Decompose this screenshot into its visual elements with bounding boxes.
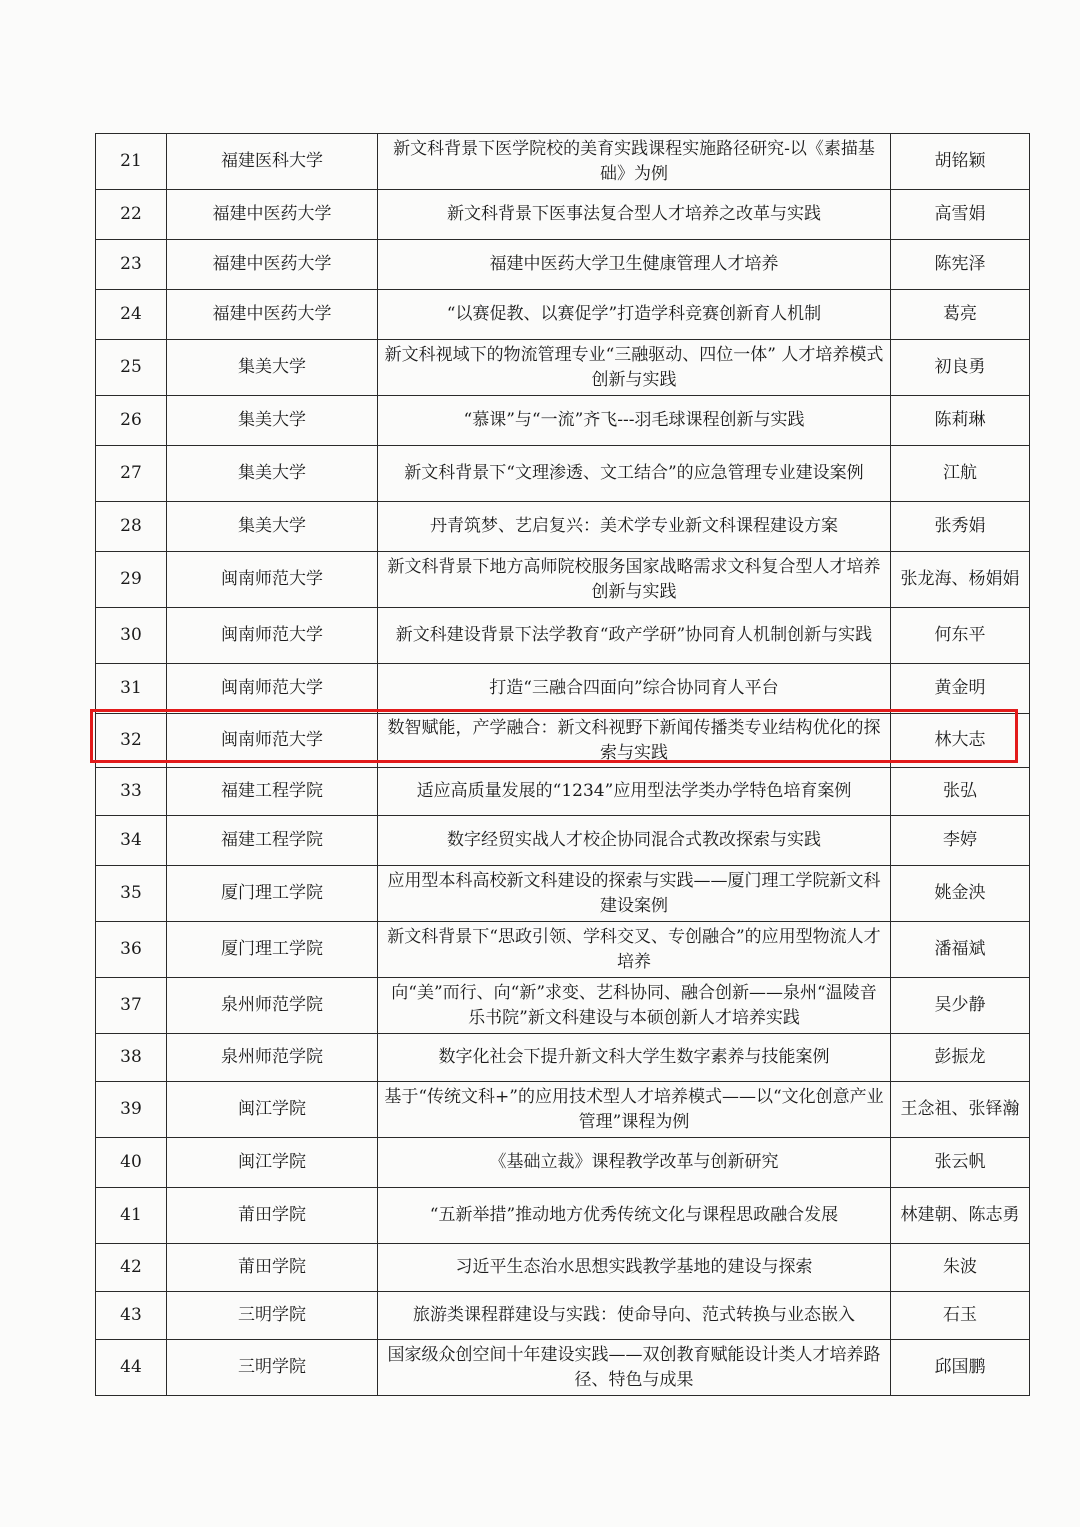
project-title-cell: 基于“传统文科+”的应用技术型人才培养模式——以“文化创意产业管理”课程为例 [378,1082,891,1138]
table-row [96,664,1030,714]
school-cell: 闽江学院 [167,1082,378,1138]
school-cell: 集美大学 [167,340,378,396]
row-number-cell: 25 [96,340,167,396]
table-row [96,240,1030,290]
table-row [96,866,1030,922]
row-number-cell: 23 [96,240,167,290]
project-title-cell: 向“美”而行、向“新”求变、艺科协同、融合创新——泉州“温陵音乐书院”新文科建设与本硕创新人才培养实践 [378,978,891,1034]
project-title-cell: 新文科背景下地方高师院校服务国家战略需求文科复合型人才培养创新与实践 [378,552,891,608]
person-cell: 潘福斌 [891,922,1030,978]
person-cell: 何东平 [891,608,1030,664]
results-table [95,133,1030,1396]
project-title-cell: 新文科背景下“文理渗透、文工结合”的应急管理专业建设案例 [378,446,891,502]
person-cell: 陈宪泽 [891,240,1030,290]
school-cell: 莆田学院 [167,1188,378,1244]
row-number-cell: 37 [96,978,167,1034]
row-number-cell: 31 [96,664,167,714]
project-title-cell: 打造“三融合四面向”综合协同育人平台 [378,664,891,714]
project-title-cell: 福建中医药大学卫生健康管理人才培养 [378,240,891,290]
person-cell: 张云帆 [891,1138,1030,1188]
person-cell: 吴少静 [891,978,1030,1034]
person-cell: 黄金明 [891,664,1030,714]
person-cell: 初良勇 [891,340,1030,396]
school-cell: 福建中医药大学 [167,190,378,240]
table-row [96,446,1030,502]
table-row [96,816,1030,866]
project-title-cell: 数智赋能，产学融合：新文科视野下新闻传播类专业结构优化的探索与实践 [378,714,891,768]
row-number-cell: 26 [96,396,167,446]
project-title-cell: “慕课”与“一流”齐飞---羽毛球课程创新与实践 [378,396,891,446]
school-cell: 莆田学院 [167,1244,378,1292]
school-cell: 福建中医药大学 [167,290,378,340]
row-number-cell: 42 [96,1244,167,1292]
row-number-cell: 30 [96,608,167,664]
table-row [96,190,1030,240]
row-number-cell: 29 [96,552,167,608]
person-cell: 葛亮 [891,290,1030,340]
table-row [96,768,1030,816]
person-cell: 李婷 [891,816,1030,866]
project-title-cell: 新文科建设背景下法学教育“政产学研”协同育人机制创新与实践 [378,608,891,664]
row-number-cell: 44 [96,1340,167,1396]
row-number-cell: 33 [96,768,167,816]
row-number-cell: 22 [96,190,167,240]
table-row [96,340,1030,396]
table-row [96,1244,1030,1292]
row-number-cell: 34 [96,816,167,866]
project-title-cell: 《基础立裁》课程教学改革与创新研究 [378,1138,891,1188]
table-row [96,552,1030,608]
school-cell: 厦门理工学院 [167,922,378,978]
project-title-cell: 新文科背景下医学院校的美育实践课程实施路径研究-以《素描基础》为例 [378,134,891,190]
person-cell: 张秀娟 [891,502,1030,552]
person-cell: 江航 [891,446,1030,502]
project-title-cell: 应用型本科高校新文科建设的探索与实践——厦门理工学院新文科建设案例 [378,866,891,922]
school-cell: 闽南师范大学 [167,552,378,608]
person-cell: 朱波 [891,1244,1030,1292]
person-cell: 林大志 [891,714,1030,768]
project-title-cell: 数字化社会下提升新文科大学生数字素养与技能案例 [378,1034,891,1082]
table-row [96,1034,1030,1082]
table-row [96,922,1030,978]
person-cell: 张弘 [891,768,1030,816]
row-number-cell: 35 [96,866,167,922]
school-cell: 集美大学 [167,502,378,552]
school-cell: 福建医科大学 [167,134,378,190]
project-title-cell: 适应高质量发展的“1234”应用型法学类办学特色培育案例 [378,768,891,816]
table-row [96,1082,1030,1138]
school-cell: 福建工程学院 [167,768,378,816]
project-title-cell: 丹青筑梦、艺启复兴：美术学专业新文科课程建设方案 [378,502,891,552]
person-cell: 胡铭颖 [891,134,1030,190]
person-cell: 邱国鹏 [891,1340,1030,1396]
person-cell: 王念祖、张铎瀚 [891,1082,1030,1138]
school-cell: 福建中医药大学 [167,240,378,290]
school-cell: 集美大学 [167,396,378,446]
school-cell: 闽南师范大学 [167,664,378,714]
project-title-cell: 国家级众创空间十年建设实践——双创教育赋能设计类人才培养路径、特色与成果 [378,1340,891,1396]
row-number-cell: 38 [96,1034,167,1082]
project-title-cell: 新文科背景下“思政引领、学科交叉、专创融合”的应用型物流人才培养 [378,922,891,978]
person-cell: 姚金泱 [891,866,1030,922]
row-number-cell: 43 [96,1292,167,1340]
school-cell: 福建工程学院 [167,816,378,866]
school-cell: 泉州师范学院 [167,1034,378,1082]
school-cell: 厦门理工学院 [167,866,378,922]
row-number-cell: 32 [96,714,167,768]
project-title-cell: 新文科背景下医事法复合型人才培养之改革与实践 [378,190,891,240]
school-cell: 闽南师范大学 [167,714,378,768]
table-row [96,290,1030,340]
row-number-cell: 24 [96,290,167,340]
table-row [96,1292,1030,1340]
school-cell: 闽江学院 [167,1138,378,1188]
table-row [96,978,1030,1034]
table-row [96,1340,1030,1396]
project-title-cell: “以赛促教、以赛促学”打造学科竞赛创新育人机制 [378,290,891,340]
row-number-cell: 27 [96,446,167,502]
school-cell: 集美大学 [167,446,378,502]
table-row [96,502,1030,552]
person-cell: 彭振龙 [891,1034,1030,1082]
table-row [96,608,1030,664]
table-row [96,396,1030,446]
person-cell: 石玉 [891,1292,1030,1340]
school-cell: 闽南师范大学 [167,608,378,664]
row-number-cell: 36 [96,922,167,978]
school-cell: 泉州师范学院 [167,978,378,1034]
table-row [96,134,1030,190]
project-title-cell: 数字经贸实战人才校企协同混合式教改探索与实践 [378,816,891,866]
results-table-body [96,134,1030,1396]
table-row [96,1188,1030,1244]
person-cell: 陈莉琳 [891,396,1030,446]
row-number-cell: 41 [96,1188,167,1244]
row-number-cell: 40 [96,1138,167,1188]
person-cell: 林建朝、陈志勇 [891,1188,1030,1244]
project-title-cell: 新文科视域下的物流管理专业“三融驱动、四位一体” 人才培养模式创新与实践 [378,340,891,396]
school-cell: 三明学院 [167,1340,378,1396]
person-cell: 高雪娟 [891,190,1030,240]
table-row-highlighted [96,714,1030,768]
project-title-cell: 旅游类课程群建设与实践：使命导向、范式转换与业态嵌入 [378,1292,891,1340]
table-row [96,1138,1030,1188]
project-title-cell: 习近平生态治水思想实践教学基地的建设与探索 [378,1244,891,1292]
school-cell: 三明学院 [167,1292,378,1340]
person-cell: 张龙海、杨娟娟 [891,552,1030,608]
row-number-cell: 28 [96,502,167,552]
row-number-cell: 39 [96,1082,167,1138]
row-number-cell: 21 [96,134,167,190]
project-title-cell: “五新举措”推动地方优秀传统文化与课程思政融合发展 [378,1188,891,1244]
